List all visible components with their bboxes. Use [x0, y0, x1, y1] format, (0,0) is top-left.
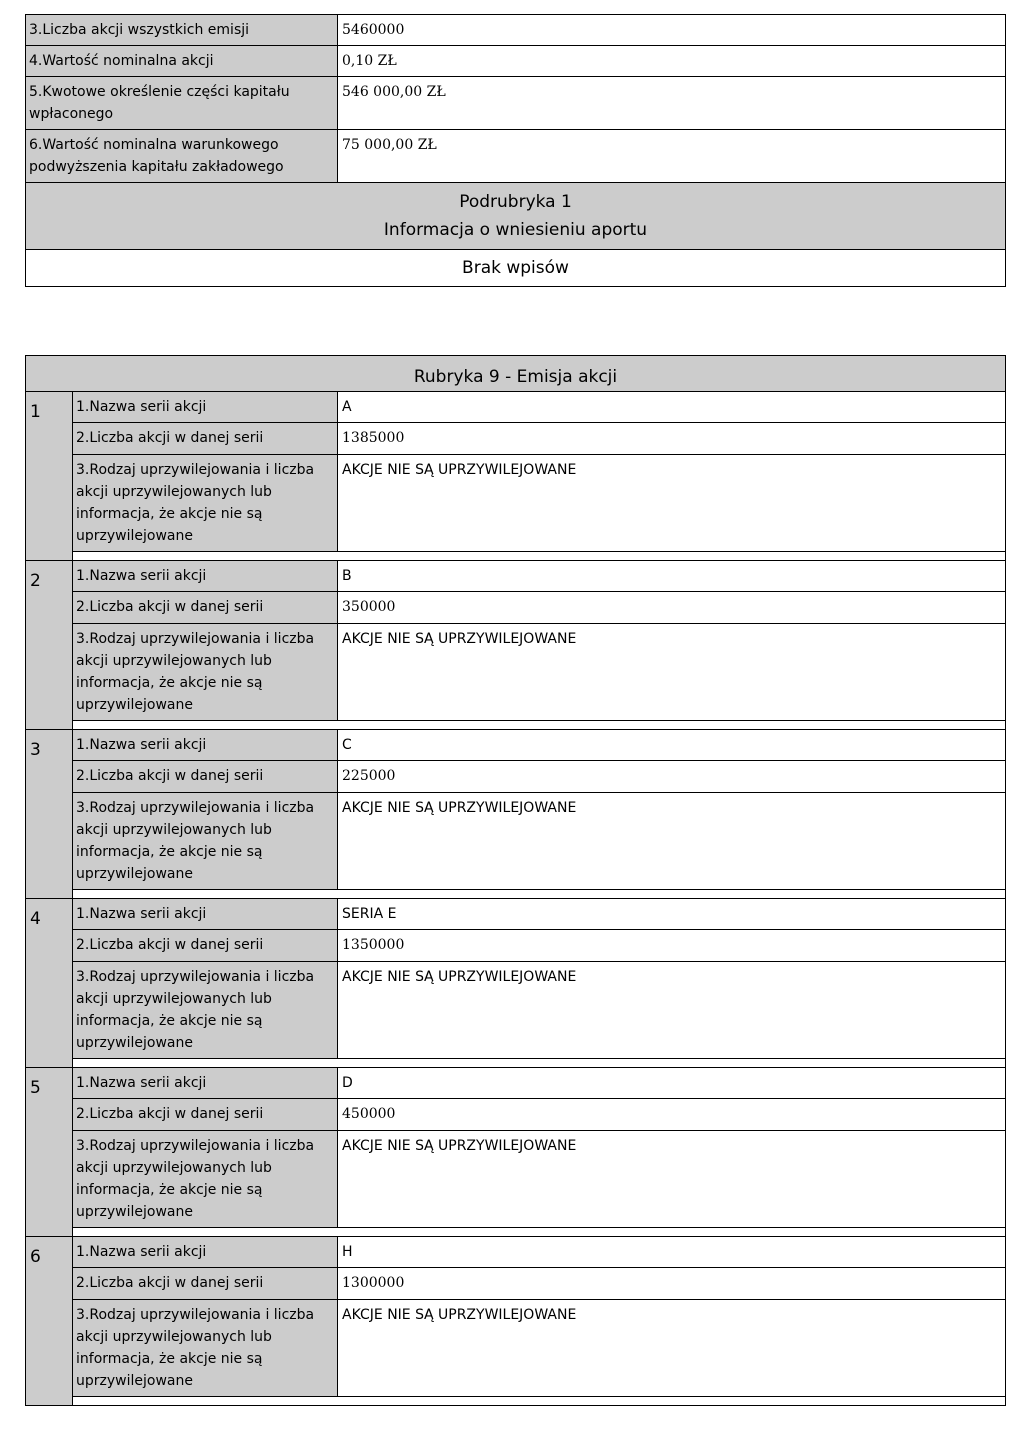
field-value: B — [338, 561, 1006, 592]
row-spacer — [26, 552, 1006, 561]
table-row — [26, 899, 1006, 930]
field-value: AKCJE NIE SĄ UPRZYWILEJOWANE — [338, 455, 1006, 552]
field-label: 3.Rodzaj uprzywilejowania i liczba akcji uprzywilejowanych lub informacja, że akcje nie są uprzywilejowane — [73, 962, 338, 1059]
field-value: 1385000 — [338, 423, 1006, 455]
table-row — [26, 392, 1006, 423]
field-value: 75 000,00 ZŁ — [338, 130, 1006, 183]
capital-section — [25, 14, 1005, 287]
field-label: 1.Nazwa serii akcji — [73, 392, 338, 423]
field-value: AKCJE NIE SĄ UPRZYWILEJOWANE — [338, 624, 1006, 721]
field-label: 3.Liczba akcji wszystkich emisji — [26, 15, 338, 46]
table-row — [26, 761, 1006, 793]
section-header — [26, 356, 1006, 392]
field-label: 2.Liczba akcji w danej serii — [73, 761, 338, 793]
row-spacer — [26, 1228, 1006, 1237]
spacer-cell — [73, 721, 1006, 730]
field-value: 546 000,00 ZŁ — [338, 77, 1006, 130]
subsection-title: Podrubryka 1 — [459, 192, 572, 212]
subsection-header — [26, 183, 1006, 250]
field-value: AKCJE NIE SĄ UPRZYWILEJOWANE — [338, 793, 1006, 890]
field-label: 1.Nazwa serii akcji — [73, 899, 338, 930]
field-label: 4.Wartość nominalna akcji — [26, 46, 338, 77]
field-label: 3.Rodzaj uprzywilejowania i liczba akcji uprzywilejowanych lub informacja, że akcje nie są uprzywilejowane — [73, 624, 338, 721]
field-value: 1300000 — [338, 1268, 1006, 1300]
table-row — [26, 423, 1006, 455]
series-index: 5 — [26, 1068, 73, 1237]
row-spacer — [26, 1059, 1006, 1068]
field-label: 2.Liczba akcji w danej serii — [73, 423, 338, 455]
emission-table — [25, 355, 1006, 1406]
table-row — [26, 250, 1006, 287]
field-value: 1350000 — [338, 930, 1006, 962]
field-label: 5.Kwotowe określenie części kapitału wpłaconego — [26, 77, 338, 130]
field-value: C — [338, 730, 1006, 761]
table-row — [26, 15, 1006, 46]
table-row — [26, 1131, 1006, 1228]
field-label: 3.Rodzaj uprzywilejowania i liczba akcji uprzywilejowanych lub informacja, że akcje nie są uprzywilejowane — [73, 1300, 338, 1397]
row-spacer — [26, 721, 1006, 730]
field-label: 1.Nazwa serii akcji — [73, 1068, 338, 1099]
capital-table — [25, 14, 1006, 287]
field-value: SERIA E — [338, 899, 1006, 930]
series-index: 2 — [26, 561, 73, 730]
field-label: 3.Rodzaj uprzywilejowania i liczba akcji uprzywilejowanych lub informacja, że akcje nie są uprzywilejowane — [73, 1131, 338, 1228]
field-value: AKCJE NIE SĄ UPRZYWILEJOWANE — [338, 1131, 1006, 1228]
table-row — [26, 46, 1006, 77]
subsection-subtitle: Informacja o wniesieniu aportu — [383, 220, 648, 240]
section-title: Rubryka 9 - Emisja akcji — [26, 356, 1006, 392]
table-row — [26, 962, 1006, 1059]
table-row — [26, 624, 1006, 721]
row-spacer — [26, 890, 1006, 899]
field-value: 0,10 ZŁ — [338, 46, 1006, 77]
field-label: 2.Liczba akcji w danej serii — [73, 930, 338, 962]
series-index: 1 — [26, 392, 73, 561]
field-label: 2.Liczba akcji w danej serii — [73, 592, 338, 624]
spacer-cell — [73, 1059, 1006, 1068]
table-row — [26, 1268, 1006, 1300]
field-label: 1.Nazwa serii akcji — [73, 1237, 338, 1268]
table-row — [26, 592, 1006, 624]
field-value: 225000 — [338, 761, 1006, 793]
series-index: 3 — [26, 730, 73, 899]
field-label: 2.Liczba akcji w danej serii — [73, 1268, 338, 1300]
field-label: 1.Nazwa serii akcji — [73, 561, 338, 592]
spacer-cell — [73, 1397, 1006, 1406]
no-entries-text: Brak wpisów — [26, 250, 1006, 287]
field-value: AKCJE NIE SĄ UPRZYWILEJOWANE — [338, 962, 1006, 1059]
table-row — [26, 77, 1006, 130]
field-value: AKCJE NIE SĄ UPRZYWILEJOWANE — [338, 1300, 1006, 1397]
table-row — [26, 1099, 1006, 1131]
field-value: H — [338, 1237, 1006, 1268]
table-row — [26, 1300, 1006, 1397]
field-label: 3.Rodzaj uprzywilejowania i liczba akcji uprzywilejowanych lub informacja, że akcje nie są uprzywilejowane — [73, 793, 338, 890]
field-value: D — [338, 1068, 1006, 1099]
table-row — [26, 730, 1006, 761]
field-label: 1.Nazwa serii akcji — [73, 730, 338, 761]
table-row — [26, 930, 1006, 962]
series-index: 6 — [26, 1237, 73, 1406]
table-row — [26, 793, 1006, 890]
spacer-cell — [73, 552, 1006, 561]
field-label: 2.Liczba akcji w danej serii — [73, 1099, 338, 1131]
field-label: 6.Wartość nominalna warunkowego podwyższenia kapitału zakładowego — [26, 130, 338, 183]
field-value: 450000 — [338, 1099, 1006, 1131]
emission-section — [25, 355, 1005, 1406]
field-value: 5460000 — [338, 15, 1006, 46]
row-spacer — [26, 1397, 1006, 1406]
table-row — [26, 1237, 1006, 1268]
series-index: 4 — [26, 899, 73, 1068]
table-row — [26, 1068, 1006, 1099]
field-value: 350000 — [338, 592, 1006, 624]
table-row — [26, 130, 1006, 183]
spacer-cell — [73, 1228, 1006, 1237]
table-row — [26, 561, 1006, 592]
table-row — [26, 455, 1006, 552]
field-value: A — [338, 392, 1006, 423]
spacer-cell — [73, 890, 1006, 899]
field-label: 3.Rodzaj uprzywilejowania i liczba akcji uprzywilejowanych lub informacja, że akcje nie są uprzywilejowane — [73, 455, 338, 552]
